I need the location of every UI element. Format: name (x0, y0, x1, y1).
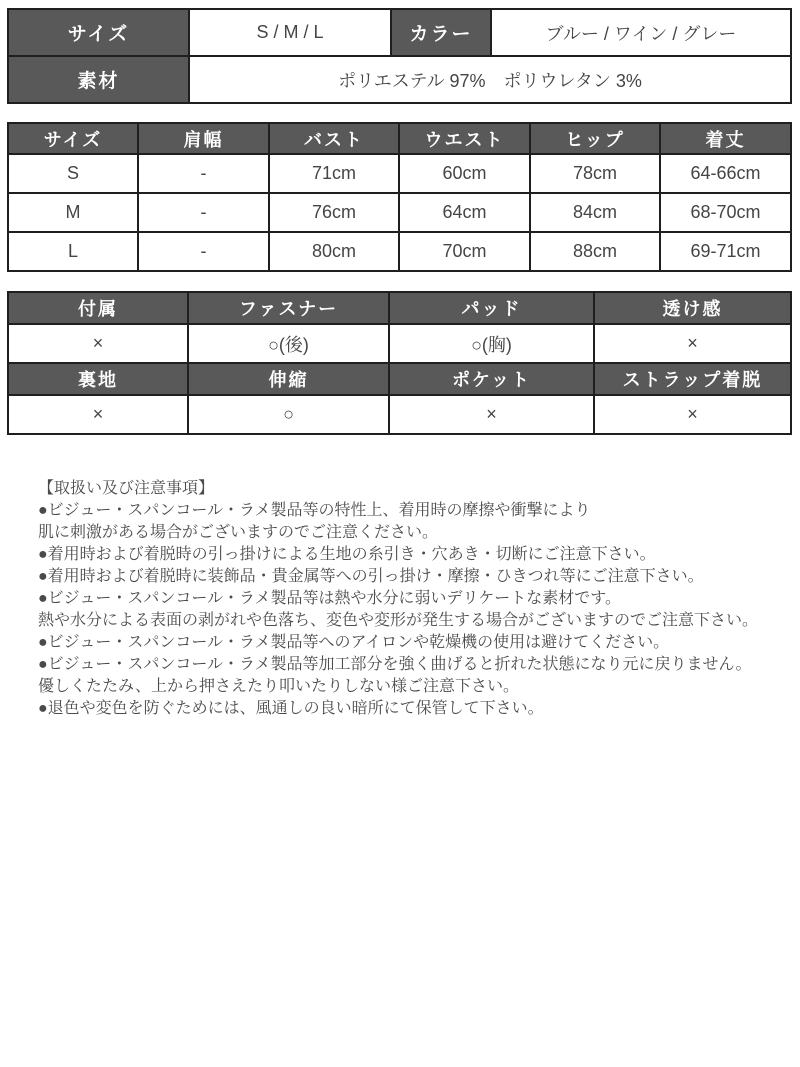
note-line: ●ビジュー・スパンコール・ラメ製品等は熱や水分に弱いデリケートな素材です。 (38, 590, 621, 607)
color-value: ブルー / ワイン / グレー (491, 9, 791, 56)
size-chart-table (7, 122, 792, 272)
note-line: 肌に刺激がある場合がございますのでご注意ください。 (38, 524, 439, 541)
size-row-m (8, 193, 791, 232)
cell-length: 69-71cm (660, 232, 791, 271)
size-chart-header: ヒップ (530, 123, 660, 154)
size-chart-header: 着丈 (660, 123, 791, 154)
feature-header-stretch: 伸縮 (188, 363, 389, 395)
note-line: ●ビジュー・スパンコール・ラメ製品等加工部分を強く曲げると折れた状態になり元に戻りません。 (38, 656, 752, 673)
cell-length: 68-70cm (660, 193, 791, 232)
cell-shoulder: - (138, 193, 269, 232)
feature-value-lining: × (8, 395, 188, 434)
cell-length: 64-66cm (660, 154, 791, 193)
cell-bust: 76cm (269, 193, 399, 232)
cell-size: S (8, 154, 138, 193)
feature-value-pocket: × (389, 395, 594, 434)
cell-size: L (8, 232, 138, 271)
cell-waist: 64cm (399, 193, 530, 232)
feature-value-stretch: ○ (188, 395, 389, 434)
cell-waist: 60cm (399, 154, 530, 193)
size-label: サイズ (8, 9, 189, 56)
color-label: カラー (391, 9, 491, 56)
notes-title: 【取扱い及び注意事項】 (38, 480, 215, 497)
note-line: ●ビジュー・スパンコール・ラメ製品等へのアイロンや乾燥機の使用は避けてください。 (38, 634, 670, 651)
feature-header-lining: 裏地 (8, 363, 188, 395)
feature-header-pocket: ポケット (389, 363, 594, 395)
size-row-l (8, 232, 791, 271)
cell-hip: 78cm (530, 154, 660, 193)
size-chart-header: 肩幅 (138, 123, 269, 154)
cell-hip: 84cm (530, 193, 660, 232)
note-line: ●ビジュー・スパンコール・ラメ製品等の特性上、着用時の摩擦や衝撃により (38, 502, 591, 519)
features-table (7, 291, 792, 435)
feature-header-sheerness: 透け感 (594, 292, 791, 324)
cell-waist: 70cm (399, 232, 530, 271)
cell-shoulder: - (138, 154, 269, 193)
note-line: ●退色や変色を防ぐためには、風通しの良い暗所にて保管して下さい。 (38, 700, 544, 717)
cell-shoulder: - (138, 232, 269, 271)
note-line: 熱や水分による表面の剥がれや色落ち、変色や変形が発生する場合がございますのでご注意下さい。 (38, 612, 759, 629)
spec-table (7, 8, 792, 104)
material-value: ポリエステル 97% ポリウレタン 3% (189, 56, 791, 103)
note-line: ●着用時および着脱時に装飾品・貴金属等への引っ掛け・摩擦・ひきつれ等にご注意下さい。 (38, 568, 704, 585)
note-line: 優しくたたみ、上から押さえたり叩いたりしない様ご注意下さい。 (38, 678, 519, 695)
feature-value-pad: ○(胸) (389, 324, 594, 363)
feature-header-fastener: ファスナー (188, 292, 389, 324)
feature-header-accessory: 付属 (8, 292, 188, 324)
handling-notes (38, 478, 778, 720)
note-line: ●着用時および着脱時の引っ掛けによる生地の糸引き・穴あき・切断にご注意下さい。 (38, 546, 656, 563)
size-row-s (8, 154, 791, 193)
size-chart-header: バスト (269, 123, 399, 154)
cell-hip: 88cm (530, 232, 660, 271)
material-label: 素材 (8, 56, 189, 103)
size-chart-header: ウエスト (399, 123, 530, 154)
feature-header-strap: ストラップ着脱 (594, 363, 791, 395)
cell-size: M (8, 193, 138, 232)
size-value: S / M / L (189, 9, 391, 56)
feature-value-strap: × (594, 395, 791, 434)
feature-value-fastener: ○(後) (188, 324, 389, 363)
size-chart-header: サイズ (8, 123, 138, 154)
feature-value-sheerness: × (594, 324, 791, 363)
cell-bust: 80cm (269, 232, 399, 271)
feature-value-accessory: × (8, 324, 188, 363)
feature-header-pad: パッド (389, 292, 594, 324)
cell-bust: 71cm (269, 154, 399, 193)
